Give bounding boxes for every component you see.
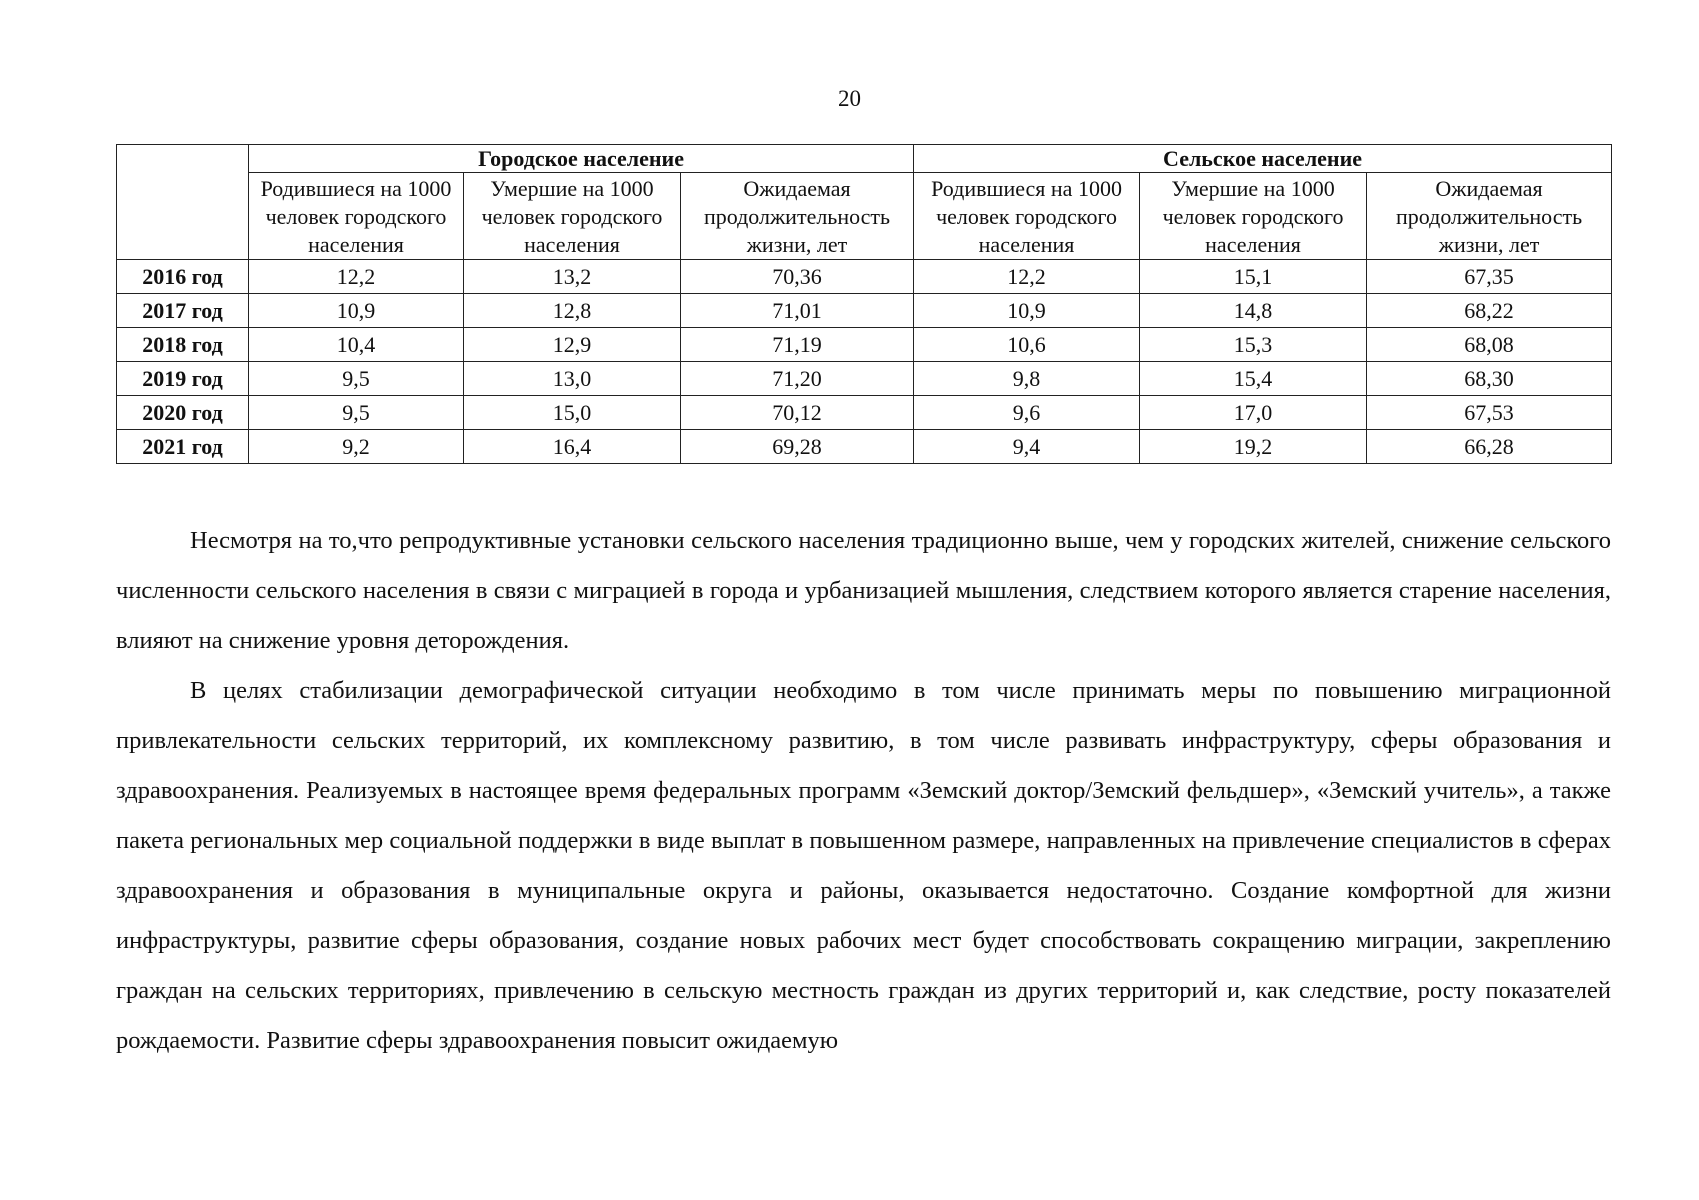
table-cell: 9,6 bbox=[914, 396, 1140, 430]
year-cell: 2020 год bbox=[117, 396, 249, 430]
table-row bbox=[117, 396, 1612, 430]
table-cell: 68,30 bbox=[1367, 362, 1612, 396]
table-cell: 10,6 bbox=[914, 328, 1140, 362]
table-cell: 9,5 bbox=[249, 362, 464, 396]
table-row bbox=[117, 328, 1612, 362]
table-row bbox=[117, 430, 1612, 464]
table-cell: 66,28 bbox=[1367, 430, 1612, 464]
table-cell: 68,08 bbox=[1367, 328, 1612, 362]
rural-born-header: Родившиеся на 1000 человек городского населения bbox=[914, 173, 1140, 260]
paragraph-1 bbox=[116, 516, 1611, 666]
table-cell: 13,0 bbox=[464, 362, 681, 396]
table-cell: 15,0 bbox=[464, 396, 681, 430]
table-cell: 12,2 bbox=[914, 260, 1140, 294]
table-cell: 9,4 bbox=[914, 430, 1140, 464]
table-cell: 19,2 bbox=[1140, 430, 1367, 464]
urban-header: Городское население bbox=[249, 145, 914, 173]
table-cell: 14,8 bbox=[1140, 294, 1367, 328]
demographics-table bbox=[116, 144, 1612, 464]
urban-born-header: Родившиеся на 1000 человек городского населения bbox=[249, 173, 464, 260]
urban-life-header: Ожидаемая продолжительность жизни, лет bbox=[681, 173, 914, 260]
urban-died-header: Умершие на 1000 человек городского населения bbox=[464, 173, 681, 260]
paragraph-text: В целях стабилизации демографической ситуации необходимо в том числе принимать меры по повышению миграционной привлекательности сельских территорий, их комплексному развитию, в том числе развивать инфраструктуру, сферы образования и здравоохранения. Реализуемых в настоящее время федеральных программ «Земский доктор/Земский фельдшер», «Земский учитель», а также пакета региональных мер социальной поддержки в виде выплат в повышенном размере, направленных на привлечение специалистов в сферах здравоохранения и образования в муниципальные округа и районы, оказывается недостаточно. Создание комфортной для жизни инфраструктуры, развитие сферы образования, создание новых рабочих мест будет способствовать сокращению миграции, закреплению граждан на сельских территориях, привлечению в сельскую местность граждан из других территорий и, как следствие, росту показателей рождаемости. Развитие сферы здравоохранения повысит ожидаемую bbox=[116, 677, 1611, 1054]
table-cell: 9,5 bbox=[249, 396, 464, 430]
table-cell: 17,0 bbox=[1140, 396, 1367, 430]
table-cell: 10,9 bbox=[249, 294, 464, 328]
table-cell: 12,8 bbox=[464, 294, 681, 328]
table-cell: 67,53 bbox=[1367, 396, 1612, 430]
table-cell: 69,28 bbox=[681, 430, 914, 464]
rural-life-header: Ожидаемая продолжительность жизни, лет bbox=[1367, 173, 1612, 260]
year-cell: 2021 год bbox=[117, 430, 249, 464]
table-cell: 15,1 bbox=[1140, 260, 1367, 294]
table-row bbox=[117, 362, 1612, 396]
table-row bbox=[117, 260, 1612, 294]
paragraph-text: Несмотря на то,что репродуктивные установки сельского населения традиционно выше, чем у городских жителей, снижение сельского численности сельского населения в связи с миграцией в города и урбанизацией мышления, следствием которого является старение населения, влияют на снижение уровня деторождения. bbox=[116, 527, 1611, 654]
table-cell: 16,4 bbox=[464, 430, 681, 464]
table-cell: 9,8 bbox=[914, 362, 1140, 396]
year-cell: 2018 год bbox=[117, 328, 249, 362]
table-cell: 15,4 bbox=[1140, 362, 1367, 396]
table-cell: 12,2 bbox=[249, 260, 464, 294]
corner-cell bbox=[117, 145, 249, 260]
table-cell: 68,22 bbox=[1367, 294, 1612, 328]
year-cell: 2019 год bbox=[117, 362, 249, 396]
rural-died-header: Умершие на 1000 человек городского населения bbox=[1140, 173, 1367, 260]
table-cell: 15,3 bbox=[1140, 328, 1367, 362]
table-cell: 70,12 bbox=[681, 396, 914, 430]
table-cell: 9,2 bbox=[249, 430, 464, 464]
year-cell: 2017 год bbox=[117, 294, 249, 328]
year-cell: 2016 год bbox=[117, 260, 249, 294]
table-cell: 10,4 bbox=[249, 328, 464, 362]
table-cell: 13,2 bbox=[464, 260, 681, 294]
table-cell: 71,20 bbox=[681, 362, 914, 396]
table-cell: 71,01 bbox=[681, 294, 914, 328]
page-number: 20 bbox=[838, 86, 861, 111]
rural-header: Сельское население bbox=[914, 145, 1612, 173]
table-cell: 10,9 bbox=[914, 294, 1140, 328]
table-cell: 70,36 bbox=[681, 260, 914, 294]
table-cell: 12,9 bbox=[464, 328, 681, 362]
table-cell: 71,19 bbox=[681, 328, 914, 362]
table-cell: 67,35 bbox=[1367, 260, 1612, 294]
paragraph-2 bbox=[116, 666, 1611, 1066]
table-row bbox=[117, 294, 1612, 328]
